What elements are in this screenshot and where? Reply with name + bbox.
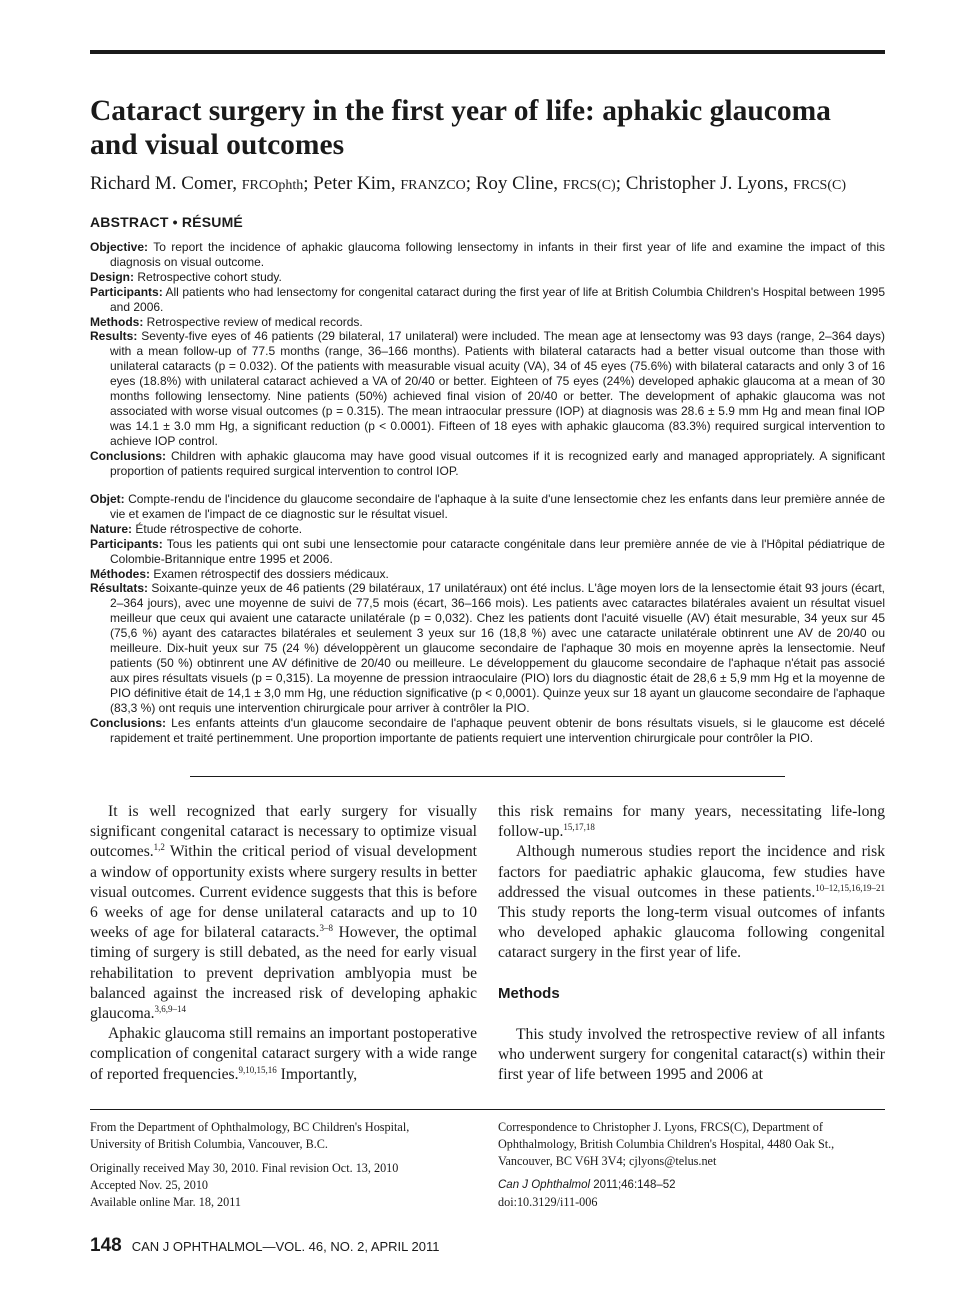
body-paragraph: This study involved the retrospective review of all infants who underwent surgery for congenital cataract(s) within their first year of life between 1995 and 2006 at xyxy=(498,1025,885,1084)
correspondence-note: Correspondence to Christopher J. Lyons, FRCS(C), Department of Ophthalmology, British Columbia Children's Hospital, 4480 Oak St., Vancouver, BC V6H 3V4; cjlyons@telus.net xyxy=(498,1120,835,1168)
abstract-text: Seventy-five eyes of 46 patients (29 bilateral, 17 unilateral) were included. The mean age at lensectomy was 93 days (range, 2–364 days) with a mean follow-up of 77.5 months (range, 36–166 months). Patients with bilateral cataracts had a better visual outcome than those with unilateral cataracts (p = 0.032). Of the patients with measurable visual acuity (VA), 34 of 45 eyes (75.6%) with bilateral cataracts and only 3 of 16 eyes (18.8%) with unilateral cataract achieved a VA of 20/40 or better. Eighteen of 75 eyes (24%) developed aphakic glaucoma at a mean of 30 months following lensectomy. Nine patients (50%) achieved final vision of 20/40 or better. The development of aphakic glaucoma was not associated with worse visual outcomes (p = 0.315). The mean intraocular pressure (IOP) at diagnosis was 28.6 ± 5.9 mm Hg and mean final IOP was 14.1 ± 3.0 mm Hg, a significant reduction (p < 0.0001). Fifteen of 18 eyes with aphakic glaucoma (83.3%) required surgical intervention to achieve IOP control. xyxy=(110,329,885,448)
author-credential: FRCOphth xyxy=(241,178,304,193)
body-paragraph xyxy=(90,802,477,1024)
abstract-divider xyxy=(190,776,785,777)
footnote-left xyxy=(90,1119,460,1211)
affiliation-note: From the Department of Ophthalmology, BC Children's Hospital, University of British Columbia, Vancouver, B.C. xyxy=(90,1120,410,1151)
abstract-label: Design: xyxy=(90,269,135,284)
abstract-text: Children with aphakic glaucoma may have good visual outcomes if it is recognized early and managed appropriately. A significant proportion of patients required surgical intervention to control IOP. xyxy=(110,448,886,478)
author-name: Christopher J. Lyons, xyxy=(625,173,789,194)
journal-citation xyxy=(498,1177,885,1194)
body-text: Within the critical period of visual development a window of opportunity exists where surgery results in better visual outcomes. Current evidence suggests that this is before 6 weeks of age for dense unilateral cataracts and up to 10 weeks of age for bilateral cataracts. xyxy=(90,843,477,942)
abstract-text: Examen rétrospectif des dossiers médicaux. xyxy=(153,566,389,581)
author-name: Peter Kim, xyxy=(313,173,396,194)
citation-ref: 3–8 xyxy=(319,923,333,934)
author-name: Roy Cline, xyxy=(475,173,559,194)
abstract-label: Résultats: xyxy=(90,581,149,596)
abstract-label: Conclusions: xyxy=(90,715,167,730)
author-credential: FRCS(C) xyxy=(562,178,616,193)
abstract-french xyxy=(90,492,885,745)
author-separator: ; xyxy=(465,173,476,194)
abstract-section xyxy=(90,581,885,715)
abstract-label: Objet: xyxy=(90,492,125,506)
citation-volume: 2011;46:148–52 xyxy=(590,1179,676,1191)
abstract-label: Results: xyxy=(90,329,138,344)
abstract-text: Étude rétrospective de cohorte. xyxy=(135,521,303,536)
journal-abbrev: Can J Ophthalmol xyxy=(498,1179,591,1191)
abstract-heading: ABSTRACT • RÉSUMÉ xyxy=(90,214,243,230)
abstract-english xyxy=(90,240,885,479)
author-credential: FRANZCO xyxy=(400,178,466,193)
abstract-label: Méthodes: xyxy=(90,566,150,581)
author-separator: ; xyxy=(615,173,626,194)
methods-heading: Methods xyxy=(498,984,560,1002)
abstract-section xyxy=(90,285,885,315)
abstract-label: Objective: xyxy=(90,240,149,254)
body-text: It is well recognized that early surgery for visually significant congenital cataract is necessary to optimize visual outcomes. xyxy=(90,803,477,861)
citation-ref: 1,2 xyxy=(153,842,165,853)
abstract-text: Compte-rendu de l'incidence du glaucome secondaire de l'aphaque à la suite d'une lensectomie chez les enfants dans leur première année de vie et examen de l'impact de ce diagnostic sur le résultat visuel. xyxy=(110,492,885,521)
citation-ref: 15,17,18 xyxy=(563,822,595,833)
abstract-section xyxy=(90,537,885,567)
body-text: Aphakic glaucoma still remains an important postoperative complication of congenital cataract surgery with a wide range of reported frequencies. xyxy=(90,1025,477,1083)
author-credential: FRCS(C) xyxy=(793,178,846,193)
article-title: Cataract surgery in the first year of life: aphakic glaucoma and visual outcomes xyxy=(90,95,831,161)
author-separator: ; xyxy=(303,173,314,194)
abstract-text: Retrospective review of medical records. xyxy=(146,314,363,329)
abstract-section xyxy=(90,240,885,270)
footnote-right xyxy=(498,1119,885,1211)
abstract-section xyxy=(90,329,885,448)
page-footer xyxy=(90,1235,439,1257)
abstract-text: All patients who had lensectomy for congenital cataract during the first year of life at British Columbia Children's Hospital between 1995 and 2006. xyxy=(110,284,886,314)
body-text: This study reports the long-term visual outcomes of infants who developed aphakic glaucoma following congenital cataract surgery in the first year of life. xyxy=(498,904,885,962)
abstract-text: To report the incidence of aphakic glaucoma following lensectomy in infants in their first year of life and examine the impact of this diagnosis on visual outcome. xyxy=(110,240,885,269)
body-column-left xyxy=(90,802,477,1085)
doi: doi:10.3129/i11-006 xyxy=(498,1195,598,1209)
abstract-section xyxy=(90,567,885,582)
abstract-section xyxy=(90,270,885,285)
abstract-section xyxy=(90,716,885,746)
received-date: Originally received May 30, 2010. Final revision Oct. 13, 2010 xyxy=(90,1161,399,1175)
abstract-section xyxy=(90,522,885,537)
abstract-label: Nature: xyxy=(90,521,133,536)
citation-ref: 9,10,15,16 xyxy=(238,1064,277,1075)
abstract-text: Soixante-quinze yeux de 46 patients (29 bilatéraux, 17 unilatéraux) ont été inclus. L'âge moyen lors de la lensectomie était 93 jours (écart, 2–364 jours), avec une moyenne de suivi de 77,5 mois (écart, 36–166 mois). Les patients avec cataractes bilatérales avaient un résultat visuel meilleur que ceux qui avaient une cataracte unilatérale (p = 0,032). Chez les patients dont l'acuité visuelle (AV) était mesurable, 34 yeux sur 45 (75,6 %) ayant des cataractes bilatérales et seulement 3 yeux sur 16 (18,8 %) avec une cataracte unilatérale obtinrent une AV de 20/40 ou meilleure. Dix-huit yeux sur 75 (24 %) développèrent un glaucome secondaire de l'aphaque 30 mois en moyenne après la lensectomie. Neuf patients (50 %) obtinrent une AV définitive de 20/40 ou meilleure. Le développement du glaucome secondaire de l'aphaque n'était pas associé aux pires résultats visuels (p = 0,315). La moyenne de pression intraoculaire (PIO) lors du diagnostic était de 28,6 ± 5,9 mm Hg et la moyenne de PIO définitive était de 14,1 ± 3,0 mm Hg, une réduction significative (p < 0,0001). Quinze yeux sur 18 ayant un glaucome secondaire de l'aphaque (83,3 %) ont requis une intervention chirurgicale pour arriver à contrôler la PIO. xyxy=(110,581,885,715)
footnote-rule xyxy=(90,1109,885,1110)
body-paragraph xyxy=(90,1024,477,1085)
abstract-text: Tous les patients qui ont subi une lensectomie pour cataracte congénitale dans leur première année de vie à l'Hôpital pédiatrique de Colombie-Britannique entre 1995 et 2006. xyxy=(110,536,885,566)
abstract-section xyxy=(90,315,885,330)
body-text: Importantly, xyxy=(276,1065,358,1083)
top-rule xyxy=(90,50,885,54)
citation-ref: 10–12,15,16,19–21 xyxy=(815,882,885,893)
online-date: Available online Mar. 18, 2011 xyxy=(90,1195,241,1209)
body-column-right xyxy=(498,802,885,1085)
author-list xyxy=(90,173,890,195)
body-paragraph xyxy=(498,802,885,842)
abstract-label: Participants: xyxy=(90,284,163,299)
page-number: 148 xyxy=(90,1235,122,1256)
abstract-text: Retrospective cohort study. xyxy=(137,269,282,284)
body-text: Although numerous studies report the incidence and risk factors for paediatric aphakic glaucoma, few studies have addressed the visual outcomes in these patients. xyxy=(498,843,885,901)
abstract-label: Participants: xyxy=(90,536,163,551)
accepted-date: Accepted Nov. 25, 2010 xyxy=(90,1178,209,1192)
abstract-section xyxy=(90,449,885,479)
body-paragraph xyxy=(498,842,885,963)
abstract-label: Conclusions: xyxy=(90,448,167,463)
abstract-section xyxy=(90,492,885,522)
citation-ref: 3,6,9–14 xyxy=(154,1003,187,1014)
running-footer: CAN J OPHTHALMOL—VOL. 46, NO. 2, APRIL 2011 xyxy=(131,1239,440,1254)
abstract-label: Methods: xyxy=(90,314,144,329)
body-text: this risk remains for many years, necessitating life-long follow-up. xyxy=(498,803,885,841)
body-text: However, the optimal timing of surgery is still debated, as the need for early visual rehabilitation to prevent deprivation amblyopia must be balanced against the increased risk of developing aphakic glaucoma. xyxy=(90,924,477,1023)
author-name: Richard M. Comer, xyxy=(90,173,237,194)
abstract-text: Les enfants atteints d'un glaucome secondaire de l'aphaque peuvent obtenir de bons résultats visuels, si le glaucome est décelé rapidement et traité pertinemment. Une proportion importante de patients requiert une intervention chirurgicale pour contrôler la PIO. xyxy=(110,715,885,745)
